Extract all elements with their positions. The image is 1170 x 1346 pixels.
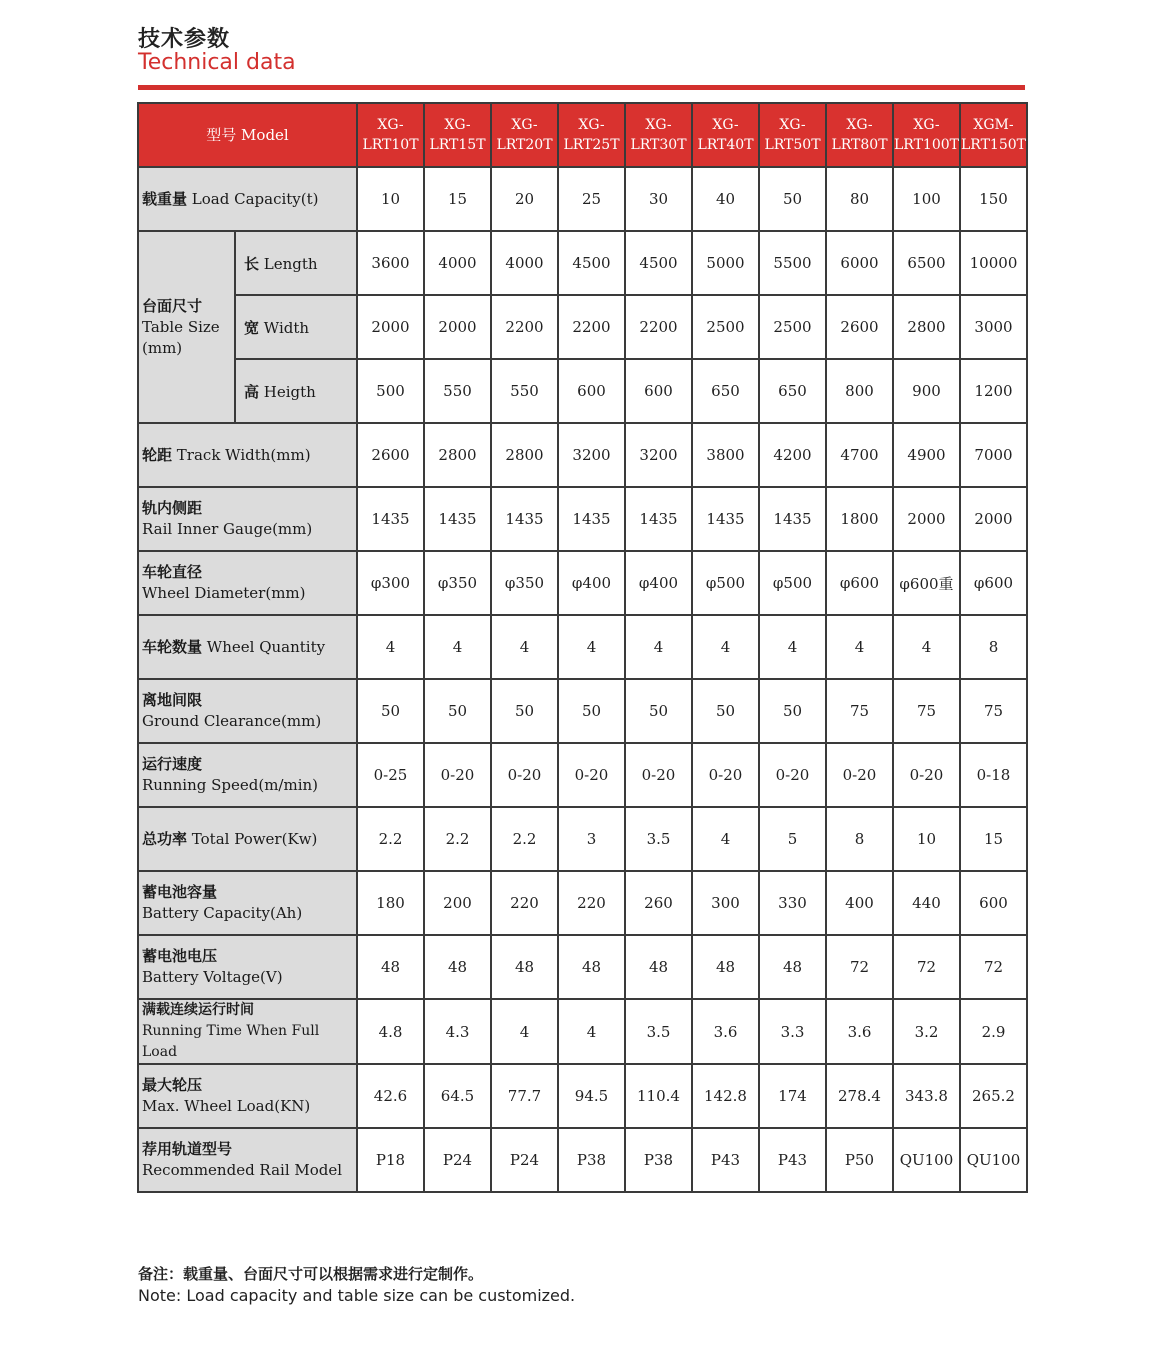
spec-row <box>138 807 1027 871</box>
row-label <box>138 807 357 871</box>
value-cell: 4 <box>692 807 759 871</box>
value-cell: 30 <box>625 167 692 231</box>
value-cell: 10 <box>893 807 960 871</box>
model-prefix: XG- <box>712 117 739 133</box>
value-cell: 200 <box>424 871 491 935</box>
sub-label-en: Width <box>263 318 310 337</box>
value-cell: 278.4 <box>826 1064 893 1128</box>
model-header-cell <box>491 103 558 167</box>
value-cell: P24 <box>491 1128 558 1192</box>
value-cell: 4500 <box>558 231 625 295</box>
row-label <box>138 935 357 999</box>
row-label-cn: 离地间限 <box>142 691 203 709</box>
row-label-en: Wheel Diameter(mm) <box>142 584 306 602</box>
value-cell: 48 <box>558 935 625 999</box>
value-cell: 550 <box>491 359 558 423</box>
row-label <box>138 487 357 551</box>
value-cell: 75 <box>826 679 893 743</box>
value-cell: 3.3 <box>759 999 826 1064</box>
value-cell: 4 <box>893 615 960 679</box>
value-cell: 3.5 <box>625 807 692 871</box>
sub-label-en: Heigth <box>263 382 316 401</box>
value-cell: 10 <box>357 167 424 231</box>
value-cell: 1800 <box>826 487 893 551</box>
spec-table <box>137 102 1028 1193</box>
value-cell: 4700 <box>826 423 893 487</box>
value-cell: 50 <box>759 679 826 743</box>
spec-row <box>138 487 1027 551</box>
note-english: Note: Load capacity and table size can be customized. <box>138 1286 576 1305</box>
value-cell: 42.6 <box>357 1064 424 1128</box>
value-cell: 25 <box>558 167 625 231</box>
table-size-group-label <box>138 231 235 423</box>
value-cell: 6000 <box>826 231 893 295</box>
value-cell: 4000 <box>424 231 491 295</box>
value-cell: 80 <box>826 167 893 231</box>
spec-row <box>138 743 1027 807</box>
value-cell: 4.8 <box>357 999 424 1064</box>
model-code: LRT25T <box>563 137 620 153</box>
model-header-cell <box>759 103 826 167</box>
value-cell: 3.6 <box>826 999 893 1064</box>
group-label-en: Table Size <box>142 317 220 336</box>
row-table-size <box>138 359 1027 423</box>
row-label-en: Max. Wheel Load(KN) <box>142 1097 311 1115</box>
model-header-cell <box>826 103 893 167</box>
value-cell: 77.7 <box>491 1064 558 1128</box>
value-cell: 2500 <box>759 295 826 359</box>
model-code: LRT10T <box>362 137 419 153</box>
row-load-capacity <box>138 167 1027 231</box>
value-cell: 7000 <box>960 423 1027 487</box>
row-label <box>138 167 357 231</box>
value-cell: 1435 <box>491 487 558 551</box>
value-cell: 600 <box>960 871 1027 935</box>
value-cell: 0-20 <box>759 743 826 807</box>
model-header-cell <box>424 103 491 167</box>
sub-row-label <box>235 231 357 295</box>
value-cell: 0-20 <box>558 743 625 807</box>
value-cell: 260 <box>625 871 692 935</box>
value-cell: 10000 <box>960 231 1027 295</box>
sub-label-cn: 宽 <box>244 318 260 337</box>
value-cell: 72 <box>960 935 1027 999</box>
value-cell: 2000 <box>893 487 960 551</box>
value-cell: 600 <box>625 359 692 423</box>
value-cell: 2.2 <box>357 807 424 871</box>
value-cell: 50 <box>692 679 759 743</box>
value-cell: 265.2 <box>960 1064 1027 1128</box>
value-cell: 4 <box>491 615 558 679</box>
value-cell: φ600 <box>826 551 893 615</box>
row-label-cn: 满载连续运行时间 <box>142 1002 254 1018</box>
header-row <box>138 103 1027 167</box>
value-cell: 40 <box>692 167 759 231</box>
value-cell: 2800 <box>424 423 491 487</box>
value-cell: 500 <box>357 359 424 423</box>
model-header-cell <box>625 103 692 167</box>
value-cell: 343.8 <box>893 1064 960 1128</box>
row-label-en: Total Power(Kw) <box>191 829 318 848</box>
model-code: LRT50T <box>764 137 821 153</box>
value-cell: φ600重 <box>893 551 960 615</box>
spec-row <box>138 551 1027 615</box>
value-cell: 20 <box>491 167 558 231</box>
value-cell: 3200 <box>558 423 625 487</box>
spec-row <box>138 423 1027 487</box>
value-cell: 220 <box>491 871 558 935</box>
value-cell: 4900 <box>893 423 960 487</box>
row-label <box>138 743 357 807</box>
value-cell: 48 <box>759 935 826 999</box>
value-cell: 3600 <box>357 231 424 295</box>
model-code: LRT15T <box>429 137 486 153</box>
row-label-cn: 载重量 <box>142 189 188 208</box>
value-cell: 8 <box>826 807 893 871</box>
value-cell: 2000 <box>960 487 1027 551</box>
row-label-en: Load Capacity(t) <box>191 189 319 208</box>
value-cell: 142.8 <box>692 1064 759 1128</box>
value-cell: 330 <box>759 871 826 935</box>
value-cell: QU100 <box>893 1128 960 1192</box>
model-prefix: XG- <box>913 117 940 133</box>
model-header-cell <box>357 103 424 167</box>
spec-row <box>138 1064 1027 1128</box>
value-cell: 72 <box>826 935 893 999</box>
row-label <box>138 615 357 679</box>
model-code: LRT40T <box>697 137 754 153</box>
value-cell: 4 <box>357 615 424 679</box>
row-label-cn: 运行速度 <box>142 755 203 773</box>
value-cell: 150 <box>960 167 1027 231</box>
value-cell: 2.2 <box>424 807 491 871</box>
value-cell: φ350 <box>491 551 558 615</box>
value-cell: 2200 <box>558 295 625 359</box>
model-header-cell <box>960 103 1027 167</box>
value-cell: 48 <box>424 935 491 999</box>
sub-label-en: Length <box>263 254 318 273</box>
row-label-en: Ground Clearance(mm) <box>142 712 322 730</box>
row-label-cn: 荐用轨道型号 <box>142 1140 233 1158</box>
value-cell: 3000 <box>960 295 1027 359</box>
model-code: LRT150T <box>961 137 1026 153</box>
note-chinese: 备注：载重量、台面尺寸可以根据需求进行定制作。 <box>138 1265 484 1283</box>
value-cell: 3.2 <box>893 999 960 1064</box>
value-cell: 800 <box>826 359 893 423</box>
value-cell: 3200 <box>625 423 692 487</box>
value-cell: 1435 <box>424 487 491 551</box>
value-cell: P38 <box>625 1128 692 1192</box>
value-cell: 75 <box>893 679 960 743</box>
row-label-cn: 蓄电池电压 <box>142 947 218 965</box>
value-cell: 94.5 <box>558 1064 625 1128</box>
value-cell: 174 <box>759 1064 826 1128</box>
value-cell: 3.5 <box>625 999 692 1064</box>
value-cell: 3.6 <box>692 999 759 1064</box>
value-cell: 2600 <box>357 423 424 487</box>
sub-label-cn: 长 <box>244 254 260 273</box>
row-label <box>138 999 357 1064</box>
value-cell: 1435 <box>558 487 625 551</box>
spec-row <box>138 1128 1027 1192</box>
value-cell: 48 <box>357 935 424 999</box>
row-label <box>138 679 357 743</box>
value-cell: 440 <box>893 871 960 935</box>
value-cell: 50 <box>759 167 826 231</box>
value-cell: 2000 <box>357 295 424 359</box>
value-cell: 2800 <box>893 295 960 359</box>
row-label-en: Battery Voltage(V) <box>142 968 283 986</box>
row-label <box>138 1128 357 1192</box>
row-label <box>138 423 357 487</box>
model-header-cell <box>893 103 960 167</box>
value-cell: 2200 <box>625 295 692 359</box>
spec-row <box>138 935 1027 999</box>
value-cell: P38 <box>558 1128 625 1192</box>
sub-label-cn: 高 <box>244 382 260 401</box>
value-cell: QU100 <box>960 1128 1027 1192</box>
spec-row <box>138 679 1027 743</box>
value-cell: 2800 <box>491 423 558 487</box>
model-header-cell <box>558 103 625 167</box>
value-cell: 110.4 <box>625 1064 692 1128</box>
model-prefix: XG- <box>511 117 538 133</box>
value-cell: 6500 <box>893 231 960 295</box>
value-cell: 2000 <box>424 295 491 359</box>
value-cell: φ400 <box>625 551 692 615</box>
value-cell: 48 <box>491 935 558 999</box>
value-cell: 15 <box>960 807 1027 871</box>
spec-row <box>138 871 1027 935</box>
model-code: LRT100T <box>894 137 959 153</box>
title-english: Technical data <box>138 50 296 75</box>
value-cell: φ500 <box>759 551 826 615</box>
model-prefix: XG- <box>645 117 672 133</box>
value-cell: 50 <box>625 679 692 743</box>
spec-row <box>138 615 1027 679</box>
row-label-en: Battery Capacity(Ah) <box>142 904 303 922</box>
model-code: LRT20T <box>496 137 553 153</box>
value-cell: 1435 <box>692 487 759 551</box>
value-cell: 4 <box>826 615 893 679</box>
value-cell: φ350 <box>424 551 491 615</box>
value-cell: 400 <box>826 871 893 935</box>
model-header-cell <box>692 103 759 167</box>
value-cell: P18 <box>357 1128 424 1192</box>
model-prefix: XGM- <box>973 117 1014 133</box>
row-label-en: Recommended Rail Model <box>142 1161 343 1179</box>
value-cell: P24 <box>424 1128 491 1192</box>
model-header-label: 型号 Model <box>138 103 357 167</box>
value-cell: 0-20 <box>424 743 491 807</box>
value-cell: 0-20 <box>692 743 759 807</box>
value-cell: 3 <box>558 807 625 871</box>
value-cell: 4 <box>424 615 491 679</box>
row-label-cn: 车轮数量 <box>142 637 203 656</box>
value-cell: 1435 <box>625 487 692 551</box>
value-cell: 5 <box>759 807 826 871</box>
title-chinese: 技术参数 <box>138 27 231 52</box>
value-cell: 50 <box>424 679 491 743</box>
model-prefix: XG- <box>377 117 404 133</box>
value-cell: 4 <box>759 615 826 679</box>
value-cell: 2600 <box>826 295 893 359</box>
row-label-cn: 车轮直径 <box>142 563 203 581</box>
value-cell: φ600 <box>960 551 1027 615</box>
value-cell: 4200 <box>759 423 826 487</box>
value-cell: 50 <box>491 679 558 743</box>
value-cell: 2.9 <box>960 999 1027 1064</box>
value-cell: 48 <box>625 935 692 999</box>
value-cell: 2500 <box>692 295 759 359</box>
value-cell: 15 <box>424 167 491 231</box>
value-cell: 0-18 <box>960 743 1027 807</box>
value-cell: 5000 <box>692 231 759 295</box>
model-prefix: XG- <box>779 117 806 133</box>
value-cell: 0-20 <box>625 743 692 807</box>
value-cell: 5500 <box>759 231 826 295</box>
value-cell: 1435 <box>357 487 424 551</box>
value-cell: P43 <box>759 1128 826 1192</box>
value-cell: 72 <box>893 935 960 999</box>
row-label <box>138 551 357 615</box>
value-cell: 2200 <box>491 295 558 359</box>
value-cell: P43 <box>692 1128 759 1192</box>
spec-row <box>138 999 1027 1064</box>
value-cell: 48 <box>692 935 759 999</box>
spec-body <box>138 167 1027 1192</box>
value-cell: 650 <box>759 359 826 423</box>
row-label-cn: 最大轮压 <box>142 1076 203 1094</box>
row-label-cn: 轨内侧距 <box>142 499 203 517</box>
value-cell: 220 <box>558 871 625 935</box>
value-cell: 0-25 <box>357 743 424 807</box>
row-label-en: Rail Inner Gauge(mm) <box>142 520 313 538</box>
value-cell: 650 <box>692 359 759 423</box>
row-label-cn: 总功率 <box>142 829 188 848</box>
row-label-en: Track Width(mm) <box>176 445 311 464</box>
value-cell: 8 <box>960 615 1027 679</box>
model-code: LRT80T <box>831 137 888 153</box>
title-divider <box>138 85 1025 90</box>
value-cell: 4500 <box>625 231 692 295</box>
value-cell: 900 <box>893 359 960 423</box>
row-label-cn: 轮距 <box>142 445 173 464</box>
value-cell: 0-20 <box>491 743 558 807</box>
value-cell: 75 <box>960 679 1027 743</box>
value-cell: 3800 <box>692 423 759 487</box>
sub-row-label <box>235 295 357 359</box>
value-cell: φ400 <box>558 551 625 615</box>
value-cell: 4 <box>558 615 625 679</box>
row-table-size <box>138 231 1027 295</box>
value-cell: 4 <box>625 615 692 679</box>
model-prefix: XG- <box>578 117 605 133</box>
row-label-en: Running Speed(m/min) <box>142 776 319 794</box>
group-label-cn: 台面尺寸 <box>142 296 203 315</box>
value-cell: φ500 <box>692 551 759 615</box>
value-cell: 0-20 <box>893 743 960 807</box>
row-table-size <box>138 295 1027 359</box>
value-cell: 4 <box>692 615 759 679</box>
value-cell: 4000 <box>491 231 558 295</box>
value-cell: P50 <box>826 1128 893 1192</box>
value-cell: 0-20 <box>826 743 893 807</box>
value-cell: 100 <box>893 167 960 231</box>
group-label-unit: (mm) <box>142 338 183 357</box>
value-cell: 4 <box>491 999 558 1064</box>
value-cell: 550 <box>424 359 491 423</box>
row-label <box>138 871 357 935</box>
model-prefix: XG- <box>444 117 471 133</box>
value-cell: 4 <box>558 999 625 1064</box>
model-prefix: XG- <box>846 117 873 133</box>
value-cell: 64.5 <box>424 1064 491 1128</box>
model-code: LRT30T <box>630 137 687 153</box>
value-cell: 1435 <box>759 487 826 551</box>
value-cell: 1200 <box>960 359 1027 423</box>
value-cell: 50 <box>357 679 424 743</box>
sub-row-label <box>235 359 357 423</box>
row-label-en: Wheel Quantity <box>206 637 326 656</box>
row-label <box>138 1064 357 1128</box>
value-cell: 2.2 <box>491 807 558 871</box>
row-label-en: Running Time When Full Load <box>142 1023 320 1060</box>
value-cell: 300 <box>692 871 759 935</box>
value-cell: 600 <box>558 359 625 423</box>
value-cell: 50 <box>558 679 625 743</box>
value-cell: 180 <box>357 871 424 935</box>
value-cell: φ300 <box>357 551 424 615</box>
value-cell: 4.3 <box>424 999 491 1064</box>
row-label-cn: 蓄电池容量 <box>142 883 218 901</box>
